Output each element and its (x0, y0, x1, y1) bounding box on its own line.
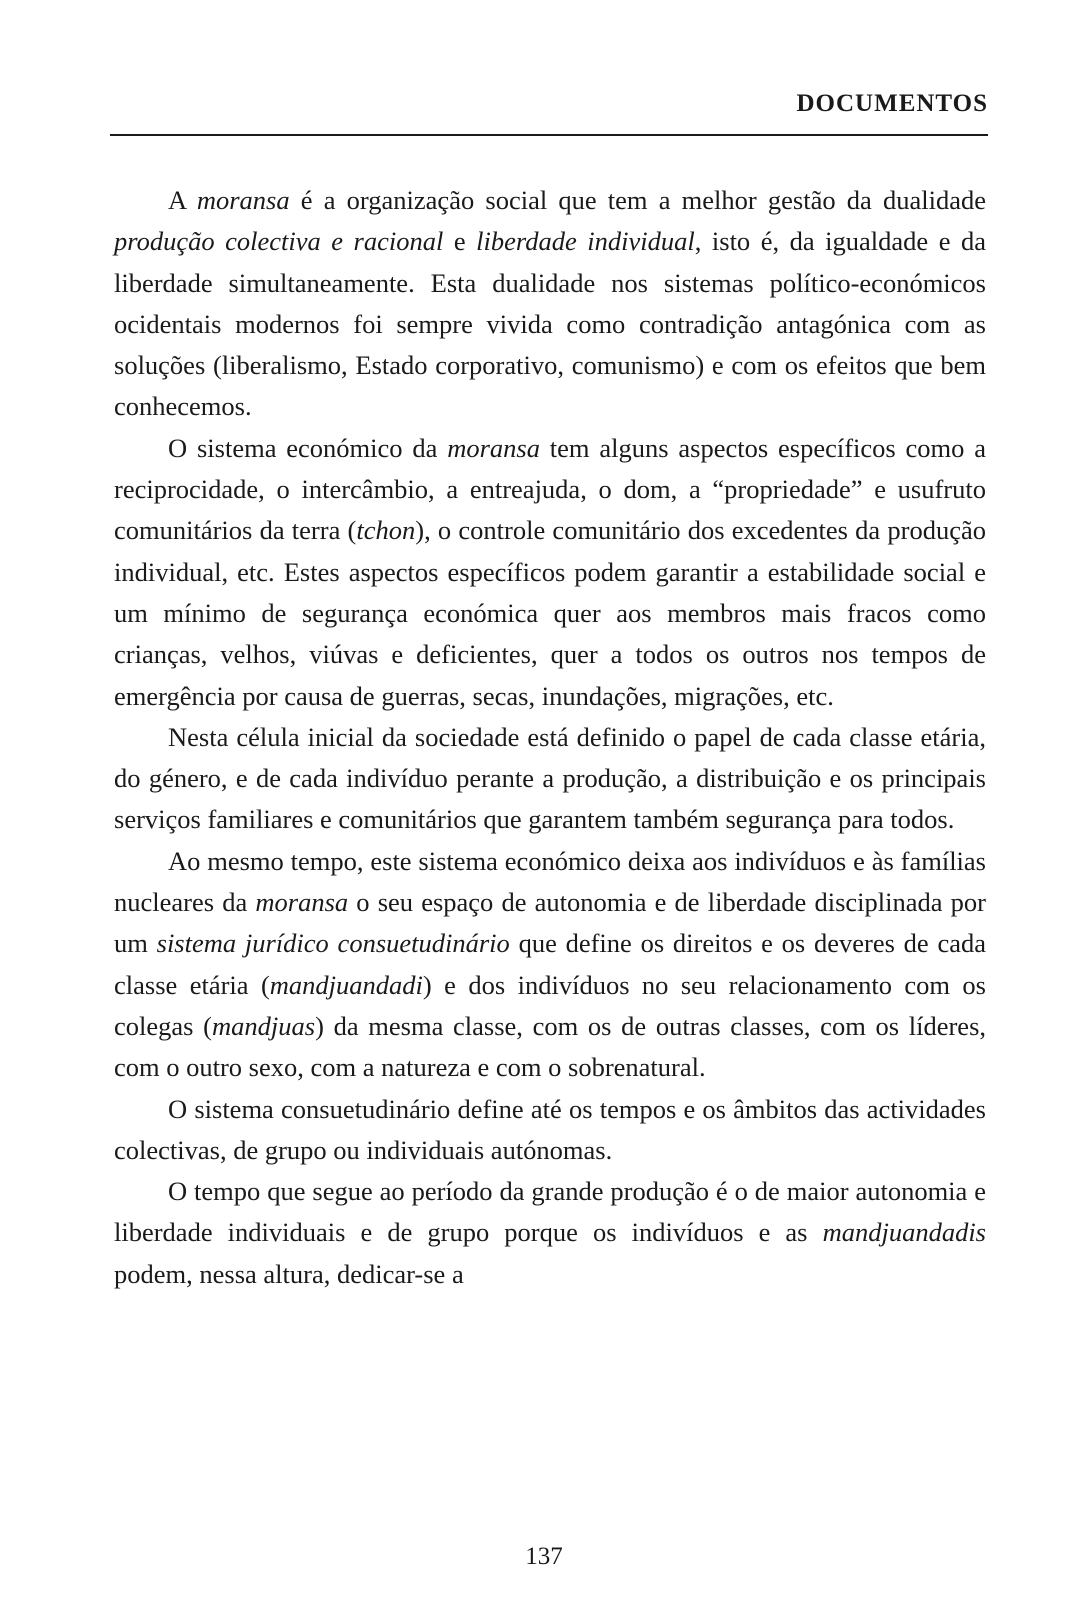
body-text (114, 180, 986, 1295)
text-run: que define os direitos e os deveres de cada classe etária ( (114, 928, 986, 1000)
text-run: podem, nessa altura, dedicar-se a (114, 1258, 464, 1289)
italic-term: moransa (196, 185, 290, 215)
text-run: é a organização social que tem a melhor gestão da dualidade (289, 185, 986, 215)
page-header (110, 88, 988, 136)
section-title: DOCUMENTOS (796, 90, 988, 117)
text-run: ), o controle comunitário dos excedentes da produção individual, etc. Estes aspectos específicos podem garantir a estabilidade social e um mínimo de segurança económica quer aos membros mais fracos como crianças, velhos, viúvas e deficientes, quer a todos os outros nos tempos de emergência por causa de guerras, secas, inundações, migrações, etc. (114, 515, 987, 711)
paragraph-3 (114, 717, 986, 841)
italic-term: moransa (255, 887, 349, 918)
paragraph-6 (114, 1171, 986, 1295)
paragraph-1 (114, 180, 986, 428)
text-run: A (168, 185, 197, 215)
italic-term: sistema jurídico consuetudinário (156, 928, 510, 959)
italic-term: produção colectiva e racional (114, 226, 444, 257)
text-run: tem alguns aspectos específicos como a reciprocidade, o intercâmbio, a entreajuda, o dom, a “propriedade” e usufruto comunitários da terra ( (114, 432, 987, 546)
text-run: ) e dos indivíduos no seu relacionamento com os colegas ( (114, 969, 986, 1041)
text-run: O tempo que segue ao período da grande produção é o de maior autonomia e liberdade individuais e de grupo porque os indivíduos e as (114, 1176, 986, 1248)
paragraph-2 (114, 428, 986, 717)
page-number: 137 (525, 1543, 563, 1570)
text-run: Ao mesmo tempo, este sistema económico deixa aos indivíduos e às famílias nucleares da (114, 845, 986, 918)
italic-term: mandjuandadis (822, 1217, 986, 1248)
paragraph-4 (114, 841, 986, 1089)
text-run: , isto é, da igualdade e da liberdade simultaneamente. Esta dualidade nos sistemas político-económicos ocidentais modernos foi sempre vivida como contradição antagónica com as soluções (liberalismo, Estado corporativo, comunismo) e com os efeitos que bem conhecemos. (114, 226, 986, 422)
italic-term: liberdade individual (476, 226, 695, 257)
italic-term: moransa (447, 432, 540, 463)
paragraph-5 (114, 1089, 986, 1172)
italic-term: mandjuas (211, 1010, 316, 1041)
text-run: O sistema económico da (168, 432, 448, 463)
italic-term: tchon (356, 515, 416, 546)
text-run: O sistema consuetudinário define até os tempos e os âmbitos das actividades colectivas, de grupo ou individuais autónomas. (114, 1093, 986, 1165)
text-run: Nesta célula inicial da sociedade está definido o papel de cada classe etária, do género, e de cada indivíduo perante a produção, a distribuição e os principais serviços familiares e comunitários que garantem também segurança para todos. (114, 721, 986, 835)
text-run: e (443, 226, 477, 257)
text-run: ) da mesma classe, com os de outras classes, com os líderes, com o outro sexo, com a natureza e com o sobrenatural. (114, 1010, 987, 1083)
text-run: o seu espaço de autonomia e de liberdade disciplinada por um (114, 887, 986, 959)
italic-term: mandjuandadi (269, 969, 423, 1000)
